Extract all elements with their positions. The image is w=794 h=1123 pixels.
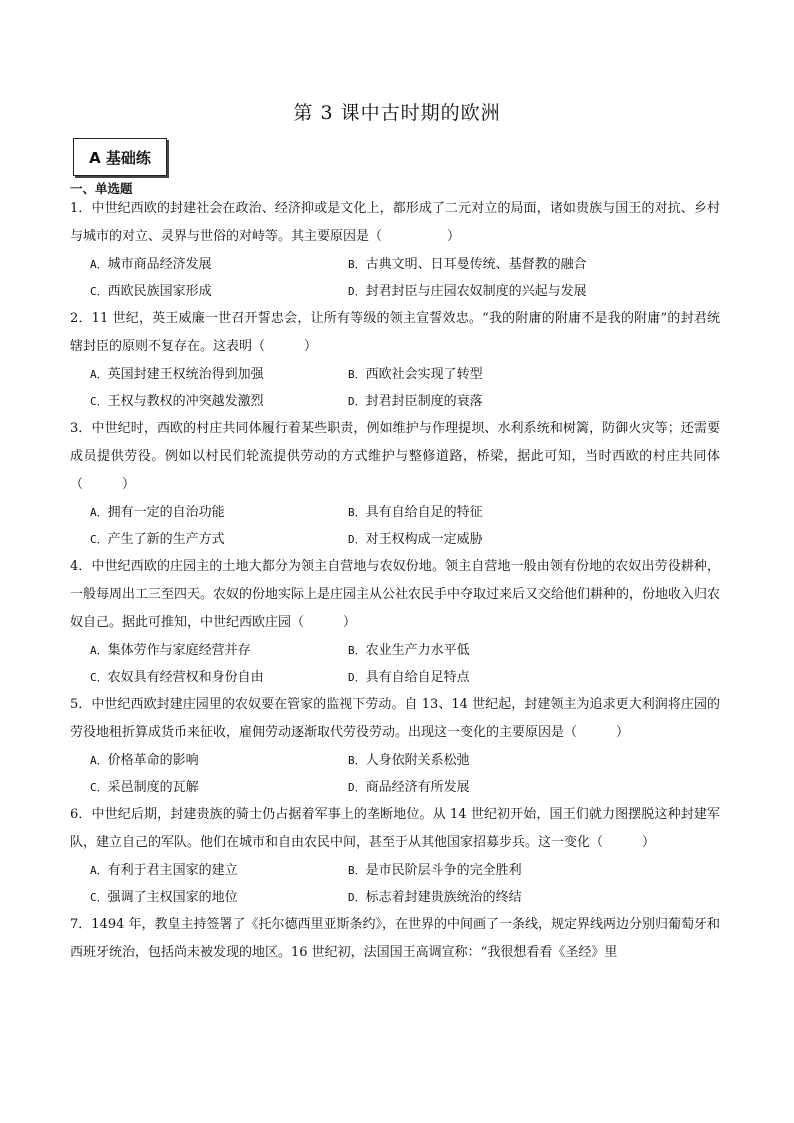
option-grid <box>70 251 720 305</box>
option-text: 强调了主权国家的地位 <box>107 890 238 905</box>
option-c <box>90 884 348 911</box>
option-text: 采邑制度的瓦解 <box>107 780 199 795</box>
option-text: 王权与教权的冲突越发激烈 <box>107 394 264 409</box>
option-letter: C． <box>90 285 108 298</box>
option-grid <box>70 361 720 415</box>
option-text: 集体劳作与家庭经营并存 <box>107 643 251 658</box>
option-c <box>90 664 348 691</box>
option-letter: D． <box>348 781 366 794</box>
option-letter: A． <box>90 864 108 877</box>
question-stem: 中世纪西欧的封建社会在政治、经济抑或是文化上，都形成了二元对立的局面，诸如贵族与国王的对抗、乡村与城市的对立、灵界与世俗的对峙等。其主要原因是（ ） <box>70 201 720 244</box>
option-letter: B． <box>348 258 366 271</box>
option-letter: C． <box>90 533 108 546</box>
question-text <box>70 691 720 747</box>
option-letter: C． <box>90 395 108 408</box>
option-b <box>348 747 648 774</box>
option-letter: A． <box>90 506 108 519</box>
option-letter: A． <box>90 258 108 271</box>
option-a <box>90 251 348 278</box>
option-c <box>90 526 348 553</box>
question-2 <box>70 305 720 415</box>
option-letter: B． <box>348 864 366 877</box>
question-number: 1． <box>70 201 92 216</box>
section-tag: A 基础练 <box>73 138 167 176</box>
option-text: 农奴具有经营权和身份自由 <box>107 670 264 685</box>
option-text: 拥有一定的自治功能 <box>107 505 225 520</box>
option-text: 封君封臣与庄园农奴制度的兴起与发展 <box>365 284 587 299</box>
question-text <box>70 305 720 361</box>
option-a <box>90 499 348 526</box>
section-heading: 一、单选题 <box>70 181 133 196</box>
question-text <box>70 911 720 967</box>
option-text: 具有自给自足特点 <box>365 670 470 685</box>
option-text: 产生了新的生产方式 <box>107 532 225 547</box>
option-grid <box>70 857 720 911</box>
option-letter: B． <box>348 506 366 519</box>
option-d <box>348 526 648 553</box>
option-d <box>348 664 648 691</box>
option-d <box>348 388 648 415</box>
option-letter: D． <box>348 533 366 546</box>
option-c <box>90 774 348 801</box>
option-letter: B． <box>348 368 366 381</box>
question-6 <box>70 801 720 911</box>
question-number: 2． <box>70 311 92 326</box>
page-title: 第 3 课中古时期的欧洲 <box>293 102 501 124</box>
option-text: 农业生产力水平低 <box>365 643 470 658</box>
question-number: 4． <box>70 559 92 574</box>
option-letter: D． <box>348 891 366 904</box>
option-letter: A． <box>90 754 108 767</box>
option-text: 商品经济有所发展 <box>365 780 470 795</box>
question-number: 6． <box>70 807 92 822</box>
question-stem: 1494 年，教皇主持签署了《托尔德西里亚斯条约》，在世界的中间画了一条线，规定界线两边分别归葡萄牙和西班牙统治，包括尚未被发现的地区。16 世纪初，法国国王高调宣称：“我很想看看《圣经》里 <box>70 917 720 960</box>
option-a <box>90 747 348 774</box>
question-4 <box>70 553 720 691</box>
question-text <box>70 553 720 637</box>
option-grid <box>70 499 720 553</box>
option-text: 是市民阶层斗争的完全胜利 <box>365 863 522 878</box>
question-number: 3． <box>70 421 92 436</box>
question-stem: 中世纪时，西欧的村庄共同体履行着某些职责，例如维护与作理提坝、水利系统和树篱，防御火灾等；还需要成员提供劳役。例如以村民们轮流提供劳动的方式维护与整修道路，桥梁，据此可知，当时西欧的村庄共同体（ ） <box>70 421 720 492</box>
option-text: 有利于君主国家的建立 <box>107 863 238 878</box>
question-list <box>70 195 720 967</box>
option-text: 人身依附关系松弛 <box>365 753 470 768</box>
option-b <box>348 499 648 526</box>
option-b <box>348 637 648 664</box>
option-letter: D． <box>348 395 366 408</box>
option-a <box>90 361 348 388</box>
option-b <box>348 857 648 884</box>
option-c <box>90 388 348 415</box>
option-b <box>348 361 648 388</box>
option-letter: B． <box>348 754 366 767</box>
question-stem: 中世纪西欧的庄园主的土地大都分为领主自营地与农奴份地。领主自营地一般由领有份地的农奴出劳役耕种，一般每周出工三至四天。农奴的份地实际上是庄园主从公社农民手中夺取过来后又交给他们耕种的，份地收入归农奴自己。据此可推知，中世纪西欧庄园（ ） <box>70 559 721 630</box>
question-text <box>70 801 720 857</box>
option-text: 古典文明、日耳曼传统、基督教的融合 <box>365 257 587 272</box>
option-text: 西欧民族国家形成 <box>107 284 212 299</box>
option-text: 对王权构成一定威胁 <box>365 532 483 547</box>
question-stem: 中世纪后期，封建贵族的骑士仍占据着军事上的垄断地位。从 14 世纪初开始，国王们就力图摆脱这种封建军队，建立自己的军队。他们在城市和自由农民中间，甚至于从其他国家招募步兵。这一变化（ ） <box>70 807 720 850</box>
option-d <box>348 884 648 911</box>
option-letter: B． <box>348 644 366 657</box>
question-7 <box>70 911 720 967</box>
option-d <box>348 774 648 801</box>
option-letter: A． <box>90 368 108 381</box>
option-grid <box>70 637 720 691</box>
option-a <box>90 637 348 664</box>
option-d <box>348 278 648 305</box>
option-text: 英国封建王权统治得到加强 <box>107 367 264 382</box>
option-text: 城市商品经济发展 <box>107 257 212 272</box>
question-1 <box>70 195 720 305</box>
option-letter: D． <box>348 285 366 298</box>
option-text: 价格革命的影响 <box>107 753 199 768</box>
question-3 <box>70 415 720 553</box>
option-letter: D． <box>348 671 366 684</box>
option-c <box>90 278 348 305</box>
option-letter: C． <box>90 781 108 794</box>
option-text: 标志着封建贵族统治的终结 <box>365 890 522 905</box>
option-grid <box>70 747 720 801</box>
option-text: 具有自给自足的特征 <box>365 505 483 520</box>
question-stem: 中世纪西欧封建庄园里的农奴要在管家的监视下劳动。自 13、14 世纪起，封建领主为追求更大利润将庄园的劳役地租折算成货币来征收，雇佣劳动逐渐取代劳役劳动。出现这一变化的主要原因是（ ） <box>70 697 720 740</box>
option-text: 西欧社会实现了转型 <box>365 367 483 382</box>
question-text <box>70 415 720 499</box>
option-letter: C． <box>90 891 108 904</box>
option-a <box>90 857 348 884</box>
option-letter: C． <box>90 671 108 684</box>
question-text <box>70 195 720 251</box>
question-number: 7． <box>70 917 92 932</box>
option-letter: A． <box>90 644 108 657</box>
question-number: 5． <box>70 697 92 712</box>
option-b <box>348 251 648 278</box>
question-5 <box>70 691 720 801</box>
question-stem: 11 世纪，英王威廉一世召开誓忠会，让所有等级的领主宣誓效忠。“我的附庸的附庸不是我的附庸”的封君统辖封臣的原则不复存在。这表明（ ） <box>70 311 720 354</box>
option-text: 封君封臣制度的衰落 <box>365 394 483 409</box>
